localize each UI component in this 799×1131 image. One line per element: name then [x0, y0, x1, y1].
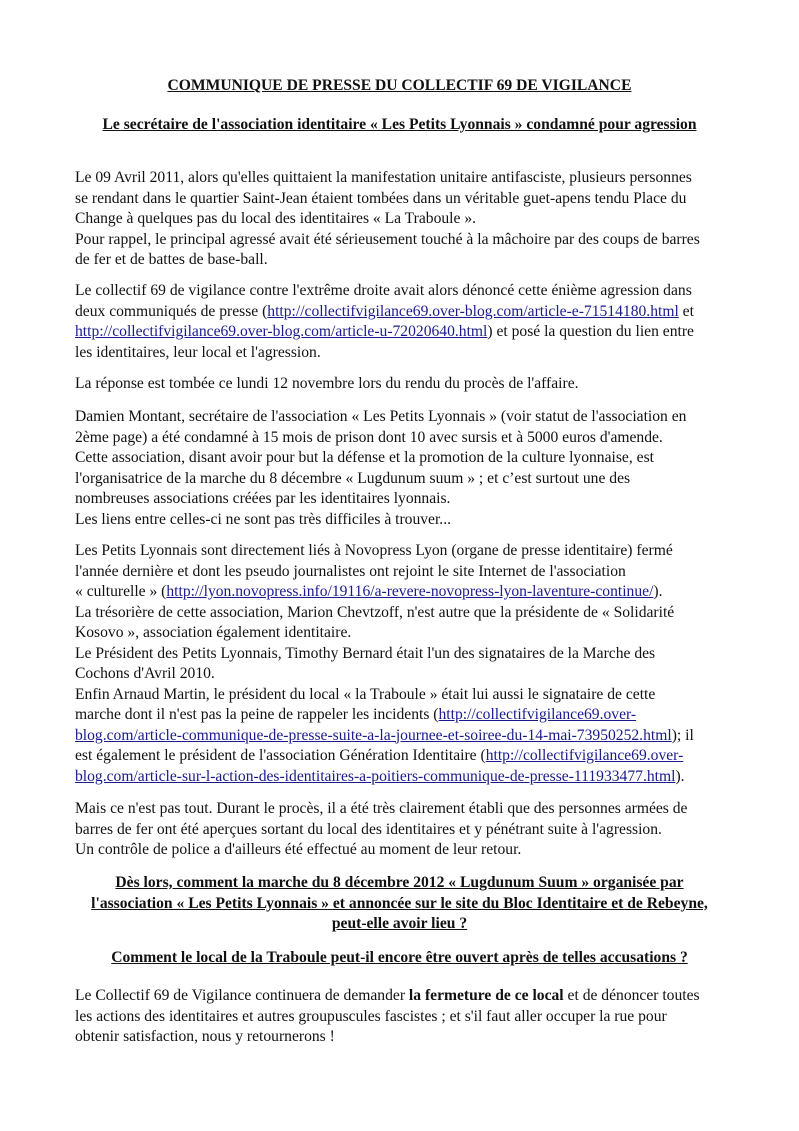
text-fragment: Le Collectif 69 de Vigilance continuera de demander [75, 987, 409, 1004]
text-line: peut-elle avoir lieu ? [331, 915, 468, 932]
text-line: nombreuses associations créées par les identitaires lyonnais. [75, 490, 451, 507]
text-line: les actions des identitaires et autres groupuscules fascistes ; et s'il faut aller occuper la rue pour [75, 1007, 667, 1025]
text-line: La trésorière de cette association, Marion Chevtzoff, n'est autre que la présidente de « Solidarité [75, 603, 675, 621]
text-line: Un contrôle de police a d'ailleurs été effectué au moment de leur retour. [75, 841, 522, 858]
text-line: Dès lors, comment la marche du 8 décembre 2012 « Lugdunum Suum » organisée par [115, 874, 684, 891]
text-fragment: et [678, 302, 694, 320]
question-local [0, 948, 799, 969]
text-fragment: ). [653, 583, 663, 600]
text-line: Mais ce n'est pas tout. Durant le procès, il a été très clairement établi que des personnes armées de [75, 800, 688, 817]
link-poitiers-part2[interactable]: blog.com/article-sur-l-action-des-identitaires-a-poitiers-communique-de-presse-111933477.html [75, 767, 676, 785]
text-line: Comment le local de la Traboule peut-il encore être ouvert après de telles accusations ? [111, 949, 688, 966]
text-line: de fer et de battes de base-ball. [75, 251, 268, 268]
paragraph-collectif [75, 281, 735, 363]
text-line: obtenir satisfaction, nous y retournerons ! [75, 1028, 335, 1045]
paragraph-trial [75, 799, 735, 861]
question-marche [0, 873, 799, 935]
text-line: Le Président des Petits Lyonnais, Timothy Bernard était l'un des signataires de la Marche des [75, 644, 656, 662]
paragraph-attack [75, 168, 735, 271]
link-communique-2[interactable]: http://collectifvigilance69.over-blog.com/article-u-72020640.html [75, 323, 488, 340]
text-line [75, 322, 735, 343]
text-line: Les Petits Lyonnais sont directement liés à Novopress Lyon (organe de presse identitaire) fermé [75, 542, 673, 559]
text-line: se rendant dans le quartier Saint-Jean étaient tombées dans un véritable guet-apens tendu Place du [75, 189, 687, 207]
text-line: 2ème page) a été condamné à 15 mois de prison dont 10 avec sursis et à 5000 euros d'amende. [75, 428, 663, 446]
text-line: Kosovo », association également identitaire. [75, 624, 352, 641]
text-line [75, 986, 735, 1007]
link-communique-14-mai-part2[interactable]: blog.com/article-communique-de-presse-suite-a-la-journee-et-soiree-du-14-mai-73950252.html [75, 726, 672, 744]
text-fragment: deux communiqués de presse ( [75, 302, 268, 320]
text-line: les identitaires, leur local et l'agression. [75, 343, 321, 361]
text-line: l'organisatrice de la marche du 8 décembre « Lugdunum suum » ; et c’est surtout une des [75, 469, 631, 487]
text-line: Change à quelques pas du local des identitaires « La Traboule ». [75, 210, 477, 227]
text-line: Enfin Arnaud Martin, le président du local « la Traboule » était lui aussi le signataire de cette [75, 685, 656, 703]
text-line: Le collectif 69 de vigilance contre l'extrême droite avait alors dénoncé cette énième agression dans [75, 282, 692, 299]
text-line [75, 746, 735, 767]
text-line: Damien Montant, secrétaire de l'association « Les Petits Lyonnais » (voir statut de l'association en [75, 408, 687, 425]
text-line: barres de fer ont été aperçues sortant du local des identitaires et y pénétrant suite à l'agression. [75, 820, 662, 838]
paragraph-links [75, 541, 735, 787]
paragraph-conclusion [75, 986, 735, 1048]
text-line: l'année dernière et dont les pseudo journalistes ont rejoint le site Internet de l'association [75, 562, 626, 580]
text-fragment: ); il [671, 726, 694, 744]
link-poitiers-part1[interactable]: http://collectifvigilance69.over- [485, 747, 684, 764]
text-line [75, 582, 735, 603]
text-line [75, 767, 735, 788]
link-novopress[interactable]: http://lyon.novopress.info/19116/a-revere-novopress-lyon-laventure-continue/ [166, 583, 654, 600]
paragraph-damien-montant [75, 407, 735, 530]
text-fragment: et de dénoncer toutes [563, 987, 700, 1004]
page-subtitle: Le secrétaire de l'association identitaire « Les Petits Lyonnais » condamné pour agression [102, 116, 697, 133]
text-fragment: « culturelle » ( [75, 583, 167, 600]
text-line: Les liens entre celles-ci ne sont pas très difficiles à trouver... [75, 510, 452, 528]
text-line: La réponse est tombée ce lundi 12 novembre lors du rendu du procès de l'affaire. [75, 375, 579, 392]
text-fragment: ). [675, 767, 685, 785]
text-line [75, 726, 735, 747]
text-fragment: ) et posé la question du lien entre [487, 323, 694, 340]
paragraph-verdict [75, 374, 735, 395]
text-line [75, 302, 735, 323]
text-line: Cochons d'Avril 2010. [75, 665, 215, 682]
page-title: COMMUNIQUE DE PRESSE DU COLLECTIF 69 DE VIGILANCE [167, 77, 632, 94]
text-line [75, 705, 735, 726]
text-line: l'association « Les Petits Lyonnais » et annoncée sur le site du Bloc Identitaire et de Rebeyne, [91, 894, 708, 912]
emphasis-fermeture: la fermeture de ce local [408, 987, 564, 1004]
link-communique-1[interactable]: http://collectifvigilance69.over-blog.com/article-e-71514180.html [267, 302, 679, 320]
text-fragment: est également le président de l'association Génération Identitaire ( [75, 747, 486, 764]
link-communique-14-mai-part1[interactable]: http://collectifvigilance69.over- [438, 706, 637, 723]
text-line: Pour rappel, le principal agressé avait été sérieusement touché à la mâchoire par des coups de barres [75, 230, 700, 248]
text-line: Le 09 Avril 2011, alors qu'elles quittaient la manifestation unitaire antifasciste, plusieurs personnes [75, 169, 692, 186]
text-fragment: marche dont il n'est pas la peine de rappeler les incidents ( [75, 706, 439, 723]
text-line: Cette association, disant avoir pour but la défense et la promotion de la culture lyonnaise, est [75, 449, 654, 466]
